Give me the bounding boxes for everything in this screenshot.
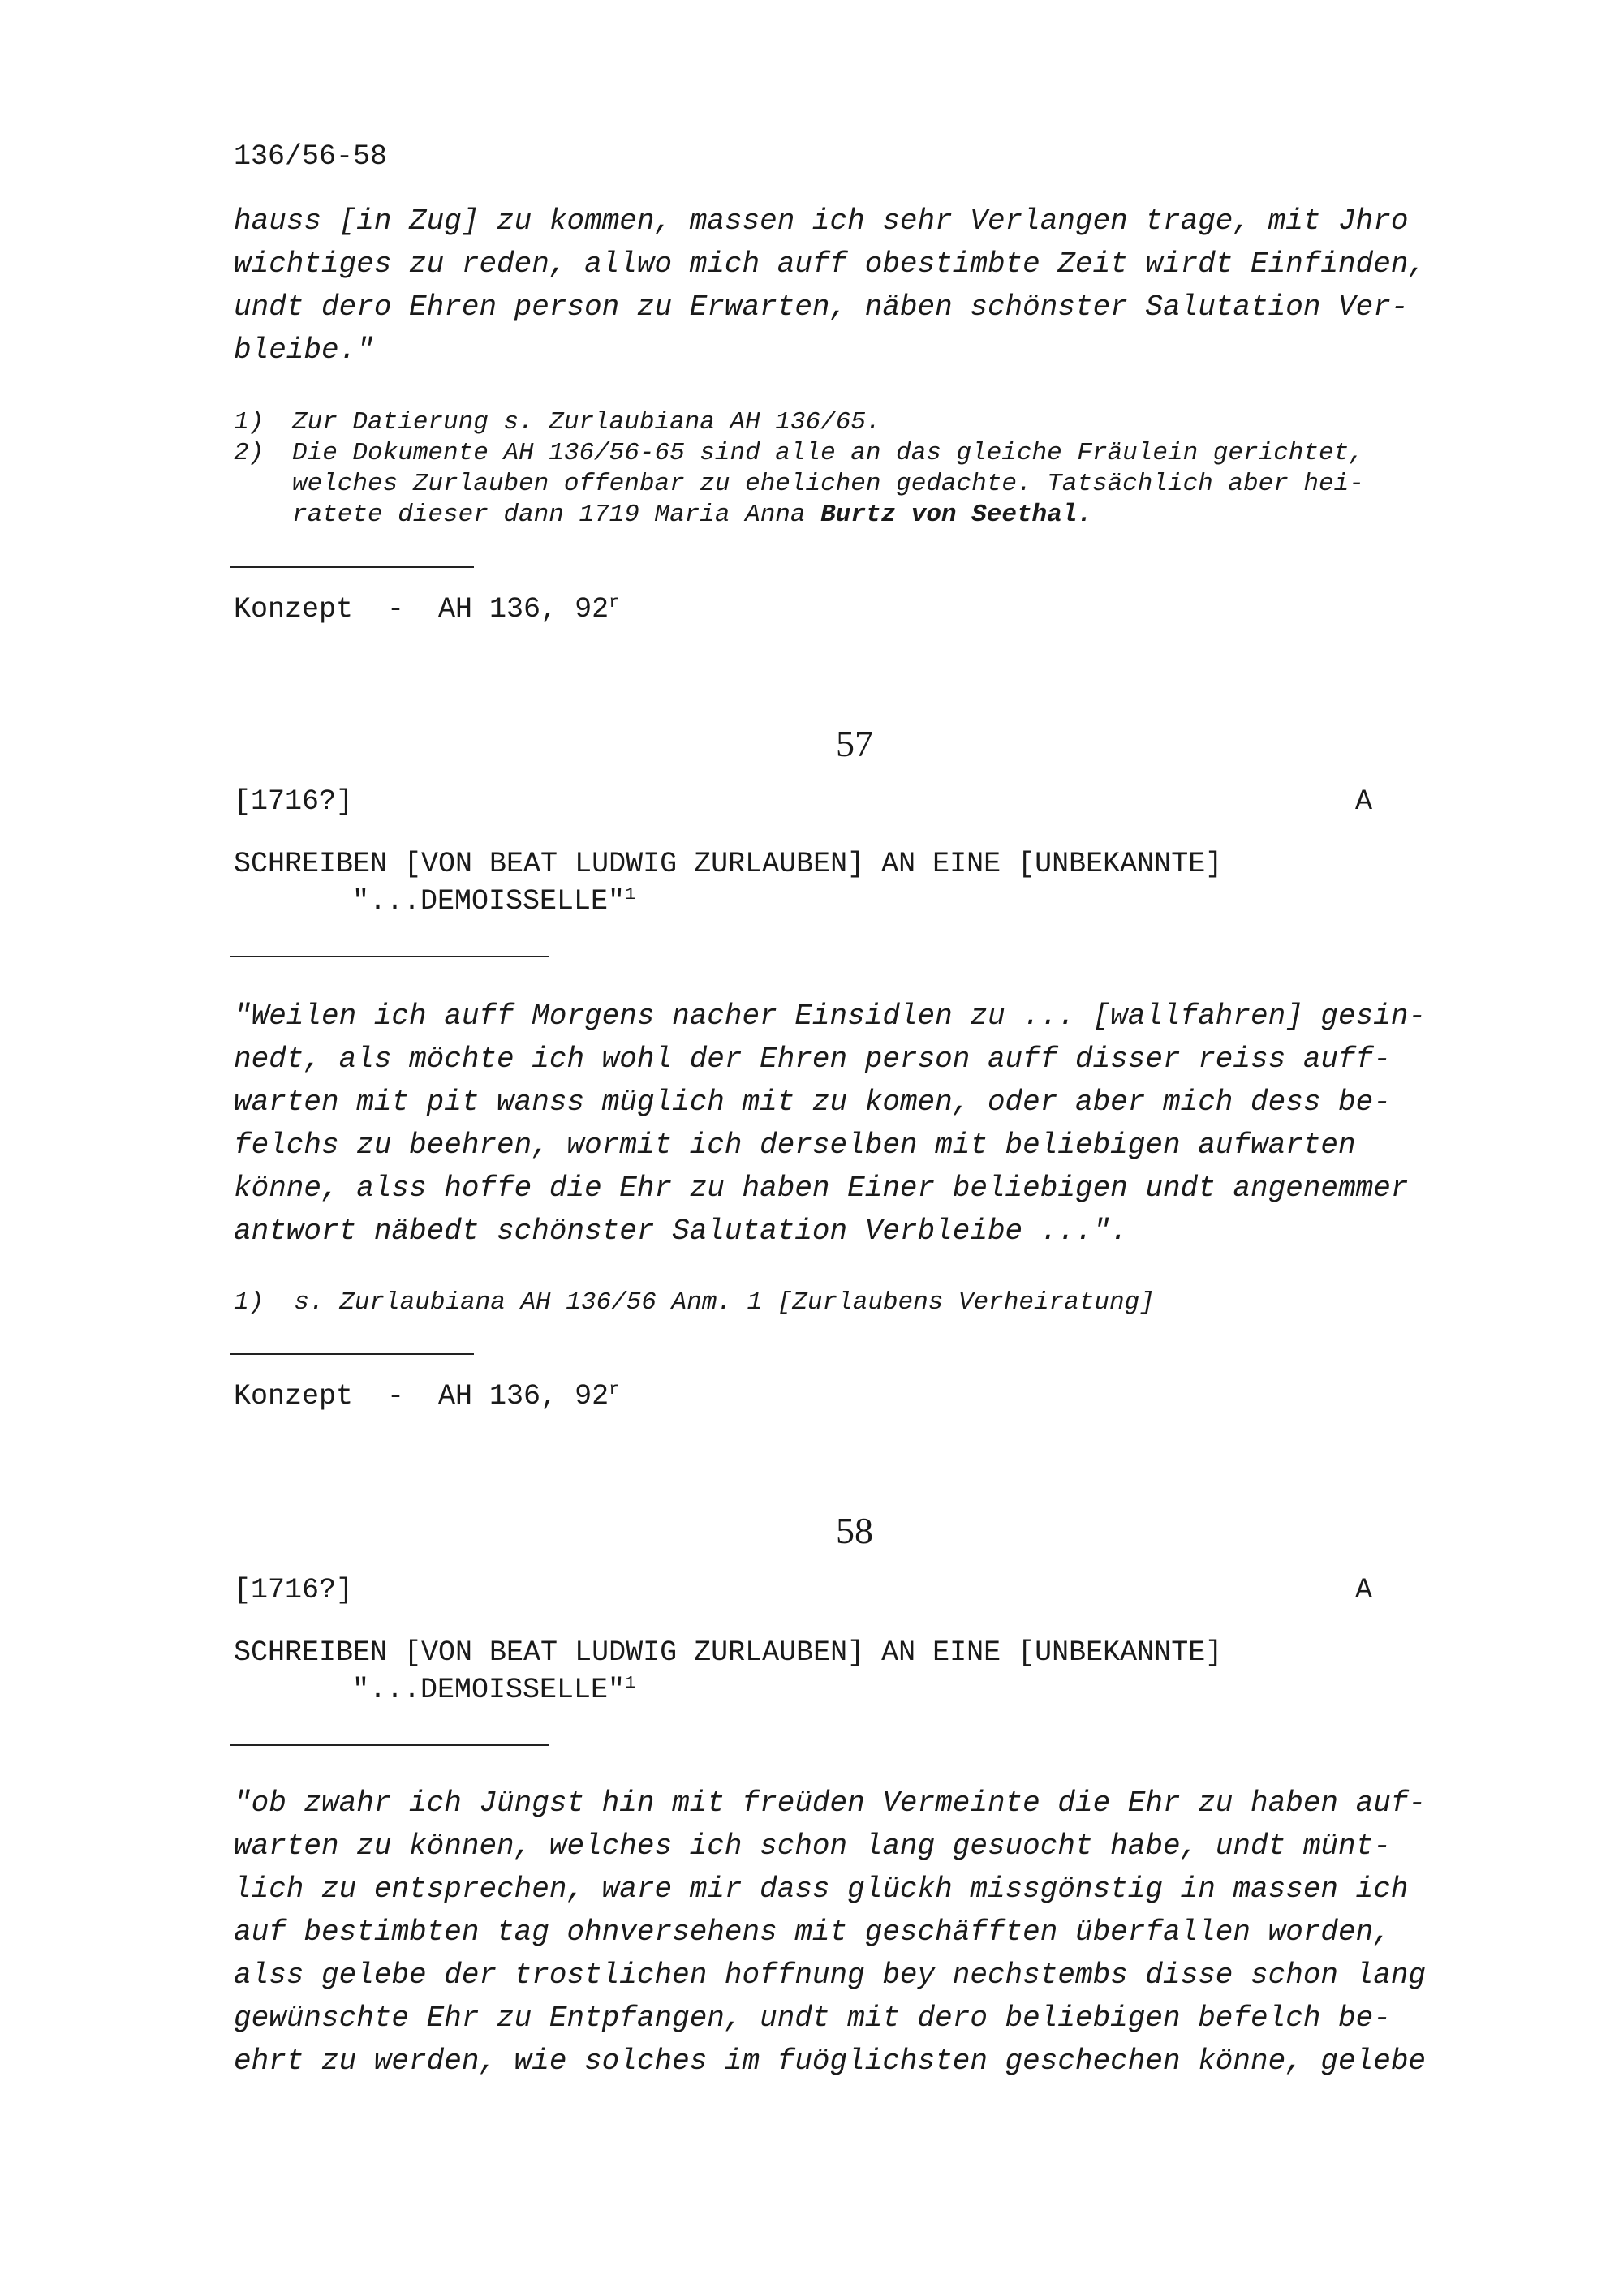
- text-line: bleibe.": [234, 333, 374, 367]
- text-line: undt dero Ehren person zu Erwarten, näben schönster Salutation Ver-: [234, 290, 1409, 324]
- document-date: [1716?]: [234, 785, 354, 818]
- document-type: A: [1355, 785, 1373, 818]
- title-text: "...DEMOISSELLE": [352, 885, 626, 918]
- text-line: gewünschte Ehr zu Entpfangen, undt mit dero beliebigen befelch be-: [234, 2001, 1391, 2035]
- text-line: hauss [in Zug] zu kommen, massen ich sehr Verlangen trage, mit Jhro: [234, 204, 1409, 238]
- page-header: 136/56-58: [234, 140, 388, 173]
- document-title-cont: [352, 1674, 635, 1706]
- footnote-text: 1) s. Zurlaubiana AH 136/56 Anm. 1 [Zurlaubens Verheiratung]: [234, 1288, 1155, 1317]
- footnote-text: Zur Datierung s. Zurlaubiana AH 136/65.: [292, 408, 881, 436]
- text-line: antwort näbedt schönster Salutation Verbleibe ...".: [234, 1215, 1128, 1248]
- letter-text: [234, 1782, 1426, 2083]
- document-number: 57: [836, 723, 873, 764]
- text-line: nedt, als möchte ich wohl der Ehren person auff disser reiss auff-: [234, 1043, 1391, 1076]
- footnote-marker: 1): [234, 408, 265, 436]
- source-line: [234, 1380, 619, 1412]
- document-title-cont: [352, 885, 635, 918]
- carryover-text: [234, 200, 1426, 372]
- text-line: ehrt zu werden, wie solches im fuöglichsten geschechen könne, gelebe: [234, 2044, 1427, 2078]
- text-line: "ob zwahr ich Jüngst hin mit freüden Vermeinte die Ehr zu haben auf-: [234, 1786, 1427, 1820]
- separator-rule: [230, 1744, 549, 1746]
- document-title: SCHREIBEN [VON BEAT LUDWIG ZURLAUBEN] AN EINE [UNBEKANNTE]: [234, 848, 1223, 880]
- separator-rule: [230, 1353, 474, 1355]
- document-number: 58: [836, 1510, 873, 1551]
- source-sup: r: [609, 1379, 620, 1400]
- source-text: Konzept - AH 136, 92: [234, 593, 609, 626]
- text-line: auf bestimbten tag ohnversehens mit geschäfften überfallen worden,: [234, 1915, 1391, 1949]
- footnote-text-part: .: [1077, 501, 1092, 529]
- footnote-bold-name: Burtz von Seethal: [820, 501, 1078, 529]
- text-line: könne, alss hoffe die Ehr zu haben Einer beliebigen undt angenemmer: [234, 1172, 1409, 1205]
- title-text: "...DEMOISSELLE": [352, 1674, 626, 1706]
- text-line: felchs zu beehren, wormit ich derselben mit beliebigen aufwarten: [234, 1129, 1356, 1162]
- document-title: SCHREIBEN [VON BEAT LUDWIG ZURLAUBEN] AN EINE [UNBEKANNTE]: [234, 1636, 1223, 1669]
- title-sup: 1: [625, 884, 636, 905]
- text-line: wichtiges zu reden, allwo mich auff obestimbte Zeit wirdt Einfinden,: [234, 247, 1427, 281]
- text-line: "Weilen ich auff Morgens nacher Einsidlen zu ... [wallfahren] gesin-: [234, 1000, 1427, 1033]
- footnote-text: [292, 500, 1092, 531]
- footnote-marker: 2): [234, 439, 265, 467]
- source-text: Konzept - AH 136, 92: [234, 1380, 609, 1412]
- separator-rule: [230, 566, 474, 568]
- title-sup: 1: [625, 1673, 636, 1694]
- document-date: [1716?]: [234, 1574, 354, 1606]
- footnote-text: Die Dokumente AH 136/56-65 sind alle an das gleiche Fräulein gerichtet,: [292, 439, 1364, 467]
- letter-text: [234, 995, 1426, 1253]
- document-type: A: [1355, 1574, 1373, 1606]
- text-line: warten mit pit wanss müglich mit zu komen, oder aber mich dess be-: [234, 1086, 1391, 1119]
- separator-rule: [230, 956, 549, 957]
- text-line: lich zu entsprechen, ware mir dass glückh missgönstig in massen ich: [234, 1872, 1409, 1906]
- footnote-text: welches Zurlauben offenbar zu ehelichen gedachte. Tatsächlich aber hei-: [292, 470, 1364, 498]
- text-line: alss gelebe der trostlichen hoffnung bey nechstembs disse schon lang: [234, 1958, 1427, 1992]
- source-line: [234, 593, 619, 626]
- footnote-text-part: ratete dieser dann 1719 Maria Anna: [292, 501, 821, 529]
- source-sup: r: [609, 592, 620, 613]
- text-line: warten zu können, welches ich schon lang gesuocht habe, undt münt-: [234, 1829, 1391, 1863]
